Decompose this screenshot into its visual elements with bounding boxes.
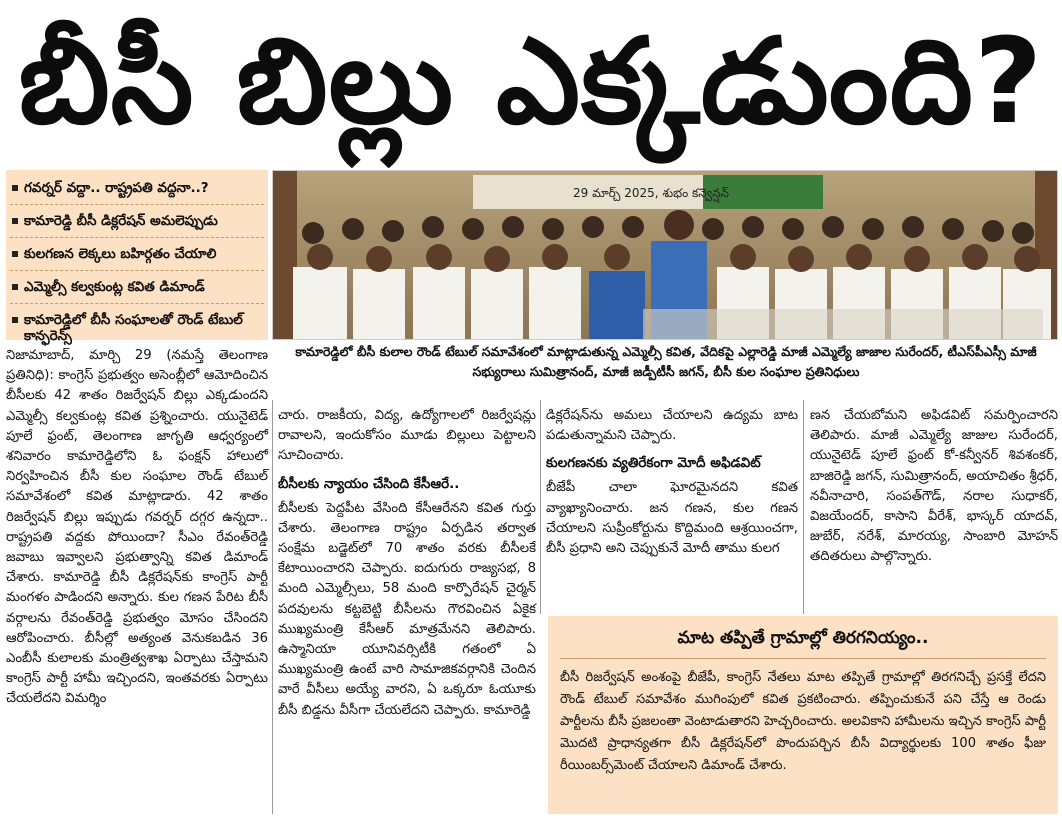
subheading: కులగణనకు వ్యతిరేకంగా మోదీ అఫిడవిట్	[546, 455, 761, 472]
article-text: ణన చేయబోమని అఫిడవిట్ సమర్పించారని తెలిపారు. మాజీ ఎమ్మెల్యే జాజుల సురేందర్, యునైటెడ్ పూలే ఫ్రంట్ కో-కన్వీనర్ శివశంకర్, బాజిరెడ్డి జగన్, సుమిత్రానంద్, అయాచితం శ్రీధర్, నవీనాచారి, సంపత్‌గౌడ్, నరాల సుధాకర్, విజయేందర్, కాసాని వీరేశ్, భాస్కర్ యాదవ్, జుబేర్, నరేశ్, మారయ్య, సాంబారి మోహన్ తదితరులు పాల్గొన్నారు.	[810, 408, 1058, 565]
article-column-3	[546, 406, 798, 559]
bullet-box	[6, 170, 268, 344]
article-text: డిక్లరేషన్‌ను అమలు చేయాలని ఉద్యమ బాట పడుతున్నామని చెప్పారు.	[546, 408, 798, 444]
article-text: చారు. రాజకీయ, విద్య, ఉద్యోగాలలో రిజర్వేషన్లు రావాలని, ఇందుకోసం మూడు బిల్లులు పెట్టాలని సూచించారు.	[278, 408, 536, 464]
article-column-2	[278, 406, 536, 721]
person-blue-saree	[589, 271, 645, 340]
headline: బీసీ బిల్లు ఎక్కడుంది?	[18, 12, 1044, 150]
column-divider	[272, 400, 273, 814]
highlight-body: బీసీ రిజర్వేషన్ అంశంపై బీజేపీ, కాంగ్రెస్ నేతలు మాట తప్పితే గ్రామాల్లో తిరగనిచ్చే ప్రసక్తే లేదని రౌండ్ టేబుల్ సమావేశం ముగింపులో కవిత ప్రకటించారు. తప్పించుకునే పని చేస్తే ఆ రెండు పార్టీలను బీసీ ప్రజలంతా వెంటాడుతారని హెచ్చరించారు. అలవికాని హామీలను ఇచ్చిన కాంగ్రెస్ పార్టీ మొదటి ప్రాధాన్యతగా బీసీ డిక్లరేషన్‌లో పొందుపర్చిన బీసీ విద్యార్థులకు 100 శాతం ఫీజు రీయింబర్స్‌మెంట్ చేయాలని డిమాండ్ చేశారు.	[560, 670, 1046, 773]
news-photo	[272, 170, 1058, 340]
bullet-item: గవర్నర్ వద్దా.. రాష్ట్రపతి వద్దనా..?	[10, 172, 264, 205]
highlight-box	[548, 616, 1058, 814]
column-divider	[540, 400, 541, 614]
bullet-item: కామారెడ్డి బీసీ డిక్లరేషన్ అమలెప్పుడు	[10, 205, 264, 238]
banner-text: 29 మార్చ్ 2025, శుభం కన్వెన్షన్	[573, 186, 729, 200]
highlight-title: మాట తప్పితే గ్రామాల్లో తిరగనియ్యం..	[560, 624, 1046, 659]
bullet-item: ఎమ్మెల్సీ కల్వకుంట్ల కవిత డిమాండ్	[10, 271, 264, 304]
article-text: బీసీలకు పెద్దపీట వేసింది కేసీఆరేనని కవిత గుర్తు చేశారు. తెలంగాణ రాష్ట్రం ఏర్పడిన తర్వాత సంక్షేమ బడ్జెట్‌లో 70 శాతం వరకు బీసీలకే కేటాయించారని చెప్పారు. ఐదుగురు రాజ్యసభ, 8 మంది ఎమ్మెల్సీలు, 58 మంది కార్పొరేషన్ చైర్మన్ పదవులను కట్టబెట్టి బీసీలను గౌరవించిన ఏకైక ముఖ్యమంత్రి కేసీఆర్ మాత్రమేనని తెలిపారు. ఉస్మానియా యూనివర్సిటీకి గతంలో ఏ ముఖ్యమంత్రి ఉంటే వారి సామాజికవర్గానికి చెందిన వారే వీసీలు అయ్యే వారని, ఏ ఒక్కరూ ఓయూకు బీసీ బిడ్డను వీసీగా చేయలేదని చెప్పారు. కామారెడ్డి	[278, 500, 536, 718]
column-divider	[803, 400, 804, 614]
bullet-item: కులగణన లెక్కలు బహిర్గతం చేయాలి	[10, 238, 264, 271]
bullet-item: కామారెడ్డిలో బీసీ సంఘాలతో రౌండ్ టేబుల్ కాన్ఫరెన్స్	[10, 304, 264, 352]
article-column-1	[6, 346, 268, 710]
subheading: బీసీలకు న్యాయం చేసింది కేసీఆరే..	[278, 475, 460, 492]
photo-caption: కామారెడ్డిలో బీసీ కులాల రౌండ్ టేబుల్ సమావేశంలో మాట్లాడుతున్న ఎమ్మెల్సీ కవిత, వేదికపై ఎల్లారెడ్డి మాజీ ఎమ్మెల్యే జాజాల సురేందర్, టీఎస్‌పీఎస్సీ మాజీ సభ్యురాలు సుమిత్రానంద్, మాజీ జడ్పీటీసీ జగన్, బీసీ కుల సంఘాల ప్రతినిధులు	[295, 344, 1037, 379]
article-text: నిజామాబాద్, మార్చి 29 (నమస్తే తెలంగాణ ప్రతినిధి): కాంగ్రెస్ ప్రభుత్వం అసెంబ్లీలో ఆమోదించిన బీసీలకు 42 శాతం రిజర్వేషన్ బిల్లు ఎక్కడుందని ఎమ్మెల్సీ కల్వకుంట్ల కవిత ప్రశ్నించారు. యునైటెడ్ పూలే ఫ్రంట్, తెలంగాణ జాగృతి ఆధ్వర్యంలో శనివారం కామారెడ్డిలోని ఓ ఫంక్షన్ హాలులో నిర్వహించిన బీసీ కుల సంఘాల రౌండ్ టేబుల్ సమావేశంలో కవిత మాట్లాడారు. 42 శాతం రిజర్వేషన్ బిల్లు ఇప్పుడు గవర్నర్ దగ్గర ఉన్నదా.. రాష్ట్రపతి వద్దకు పోయిందా? సీఎం రేవంత్‌రెడ్డి జవాబు ఇవ్వాలని ప్రభుత్వాన్ని కవిత డిమాండ్ చేశారు. కామారెడ్డి బీసీ డిక్లరేషన్‌కు కాంగ్రెస్ పార్టీ మంగళం పాడిందని అన్నారు. కుల గణన పేరిట బీసీ వర్గాలను రేవంత్‌రెడ్డి ప్రభుత్వం మోసం చేసిందని ఆరోపించారు. బీసీల్లో అత్యంత వెనుకబడిన 36 ఎంబీసీ కులాలకు మంత్రిత్వశాఖ ఏర్పాటు చేస్తామని కాంగ్రెస్ పార్టీ హామీ ఇచ్చిందని, ఇంతవరకు ఏర్పాటు చేయలేదని విమర్శిం	[6, 348, 268, 707]
article-text: బీజేపీ చాలా ఘోరమైనదని కవిత వ్యాఖ్యానించారు. జన గణన, కుల గణన చేయాలని సుప్రీంకోర్టును కొద్దిమంది ఆశ్రయించగా, బీసీ ప్రధాని అని చెప్పుకునే మోదీ తాము కులగ	[546, 480, 798, 557]
photo-illustration	[273, 171, 1058, 340]
article-column-4	[810, 406, 1058, 568]
